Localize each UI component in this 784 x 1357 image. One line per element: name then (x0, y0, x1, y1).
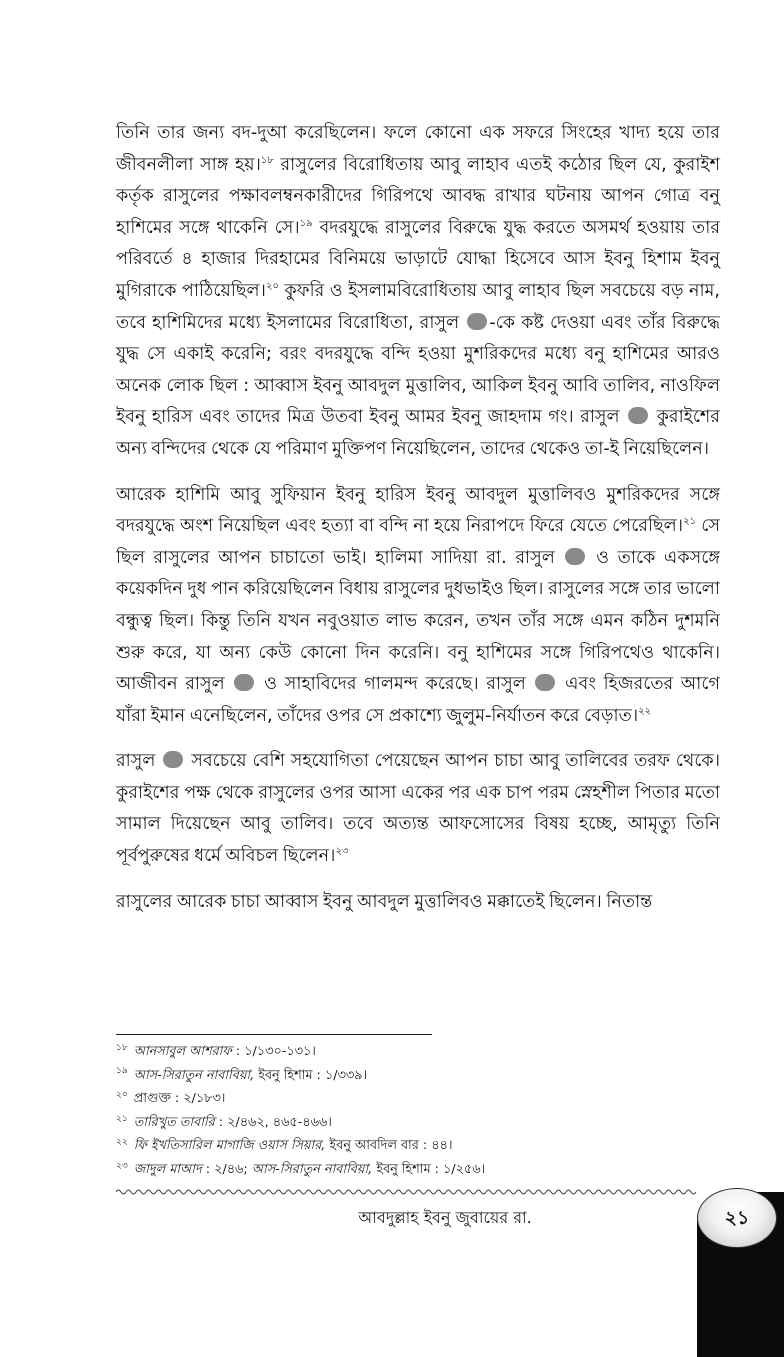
text-run: -কে কষ্ট দেওয়া এবং তাঁর বিরুদ্ধে যুদ্ধ সে একাই করেনি; বরং বদরযুদ্ধে বন্দি হওয়া মুশরিকদের মধ্যে বনু হাশিমের আরও অনেক লোক ছিল : আব্বাস ইবনু আবদুল মুত্তালিব, আকিল ইবনু আবি তালিব, নাওফিল ইবনু হারিস এবং তাদের মিত্র উতবা ইবনু আমর ইবনু জাহদাম গং। রাসুল (116, 312, 720, 428)
footnote-source-title: জাদুল মাআদ (133, 1161, 202, 1177)
footnote-number: ২০ (116, 1089, 128, 1100)
paragraph-4 (116, 887, 720, 919)
footnote-source-title: আনসাবুল আশরাফ (133, 1044, 232, 1059)
text-run: রাসুলের আরেক চাচা আব্বাস ইবনু আবদুল মুত্তালিবও মক্কাতেই ছিলেন। নিতান্ত (116, 891, 653, 912)
salawat-icon (234, 674, 254, 691)
footnote-divider (116, 1034, 432, 1035)
footnote (116, 1040, 676, 1064)
footnote-ref[interactable]: ১৯ (299, 217, 313, 229)
footnote-ref[interactable]: ২০ (265, 281, 279, 293)
text-run: সে ছিল রাসুলের আপন চাচাতো ভাই। হালিমা সাদিয়া রা. রাসুল (116, 516, 720, 568)
text-run: ও তাকে একসঙ্গে কয়েকদিন দুধ পান করিয়েছিলেন বিধায় রাসুলের দুধভাইও ছিল। রাসুলের সঙ্গে তার ভালো বন্ধুত্ব ছিল। কিন্তু তিনি যখন নবুওয়াত লাভ করেন, তখন তাঁর সঙ্গে এমন কঠিন দুশমনি শুরু করে, যা অন্য কেউ কোনো দিন করেনি। বনু হাশিমের সঙ্গে গিরিপথেও থাকেনি। আজীবন রাসুল (116, 547, 720, 695)
salawat-icon (535, 674, 555, 691)
footnote (116, 1064, 676, 1088)
footnote-citation: : ২/৪৬২, ৪৬৫-৪৬৬। (214, 1114, 332, 1130)
footnote (116, 1111, 676, 1135)
running-head: আবদুল্লাহ ইবনু জুবায়ের রা. (358, 1208, 532, 1227)
text-run: এবং হিজরতের আগে যাঁরা ইমান এনেছিলেন, তাঁদের ওপর সে প্রকাশ্যে জুলুম-নির্যাতন করে বেড়াত। (116, 674, 720, 726)
footnote-citation: প্রাগুক্ত : ২/১৮৩। (133, 1091, 226, 1107)
footnote (116, 1158, 676, 1182)
text-run: তিনি তার জন্য বদ-দুআ করেছিলেন। ফলে কোনো এক সফরে সিংহের খাদ্য হয়ে তার জীবনলীলা সাঙ্গ হয়। (116, 123, 720, 175)
text-run: আরেক হাশিমি আবু সুফিয়ান ইবনু হারিস ইবনু আবদুল মুত্তালিবও মুশরিকদের সঙ্গে বদরযুদ্ধে অংশ নিয়েছিল এবং হত্যা বা বন্দি না হয়ে নিরাপদে ফিরে যেতে পেরেছিল। (116, 484, 720, 537)
paragraph-3 (116, 746, 720, 872)
footnote-source-title: ফি ইখতিসারিল মাগাজি ওয়াস সিয়ার, (133, 1138, 326, 1154)
text-run: রাসুল (116, 751, 162, 772)
footnote-number: ২৩ (116, 1160, 128, 1171)
salawat-icon (565, 548, 585, 565)
text-run: সবচেয়ে বেশি সহযোগিতা পেয়েছেন আপন চাচা আবু তালিবের তরফ থেকে। কুরাইশের পক্ষ থেকে রাসুলের ওপর আসা একের পর এক চাপ পরম স্নেহশীল পিতার মতো সামাল দিয়েছেন আবু তালিব। তবে অত্যন্ত আফসোসের বিষয় হচ্ছে, আমৃত্যু তিনি পূর্বপুরুষের ধর্মে অবিচল ছিলেন। (116, 751, 720, 867)
wavy-divider (116, 1187, 716, 1197)
footnote-citation: ইবনু আবদিল বার : ৪৪। (325, 1138, 453, 1154)
text-run: রাসুলের বিরোধিতায় আবু লাহাব এতই কঠোর ছিল যে, কুরাইশ কর্তৃক রাসুলের পক্ষাবলম্বনকারীদের গিরিপথে আবদ্ধ রাখার ঘটনায় আপন গোত্র বনু হাশিমের সঙ্গে থাকেনি সে। (116, 154, 720, 238)
salawat-icon (467, 313, 487, 330)
footnote (116, 1087, 676, 1111)
footnote-number: ১৯ (116, 1066, 128, 1077)
footnote-source-title: তারিখুত তাবারি (133, 1114, 215, 1130)
salawat-icon (628, 407, 648, 424)
footnote-ref[interactable]: ১৮ (260, 154, 274, 166)
footnote-ref[interactable]: ২২ (638, 705, 652, 717)
body-text (116, 118, 720, 932)
footnote (116, 1134, 676, 1158)
text-run: ও সাহাবিদের গালমন্দ করেছে। রাসুল (256, 674, 534, 695)
text-run: বদরযুদ্ধে রাসুলের বিরুদ্ধে যুদ্ধ করতে অসমর্থ হওয়ায় তার পরিবর্তে ৪ হাজার দিরহামের বিনিময়ে ভাড়াটে যোদ্ধা হিসেবে আস ইবনু হিশাম ইবনু মুগিরাকে পাঠিয়েছিল। (116, 217, 720, 301)
footnotes (116, 1040, 676, 1182)
footnote-citation: ইবনু হিশাম : ১/৩৩৯। (254, 1067, 368, 1083)
footnote-ref[interactable]: ২১ (683, 516, 697, 528)
footnote-number: ১৮ (116, 1042, 128, 1053)
page-number: ২১ (697, 1188, 777, 1248)
footnote-citation: ইবনু হিশাম : ১/২৫৬। (372, 1161, 486, 1177)
footnote-citation: : ২/৪৬; (201, 1161, 252, 1177)
footnote-number: ২১ (116, 1113, 128, 1124)
text-run: কুরাইশের অন্য বন্দিদের থেকে যে পরিমাণ মুক্তিপণ নিয়েছিলেন, তাদের থেকেও তা-ই নিয়েছিলেন। (116, 407, 720, 459)
footnote-number: ২২ (116, 1137, 128, 1148)
footnote-ref[interactable]: ২৩ (335, 846, 349, 858)
footnote-source-title: আস-সিরাতুন নাবাবিয়া, (133, 1067, 255, 1083)
paragraph-1 (116, 118, 720, 466)
paragraph-2 (116, 480, 720, 733)
footnote-source-title: আস-সিরাতুন নাবাবিয়া, (251, 1161, 373, 1177)
text-run: কুফরি ও ইসলামবিরোধিতায় আবু লাহাব ছিল সবচেয়ে বড় নাম, তবে হাশিমিদের মধ্যে ইসলামের বিরোধিতা, রাসুল (116, 280, 720, 333)
salawat-icon (163, 751, 183, 768)
footnote-citation: : ১/১৩০-১৩১। (231, 1044, 316, 1059)
